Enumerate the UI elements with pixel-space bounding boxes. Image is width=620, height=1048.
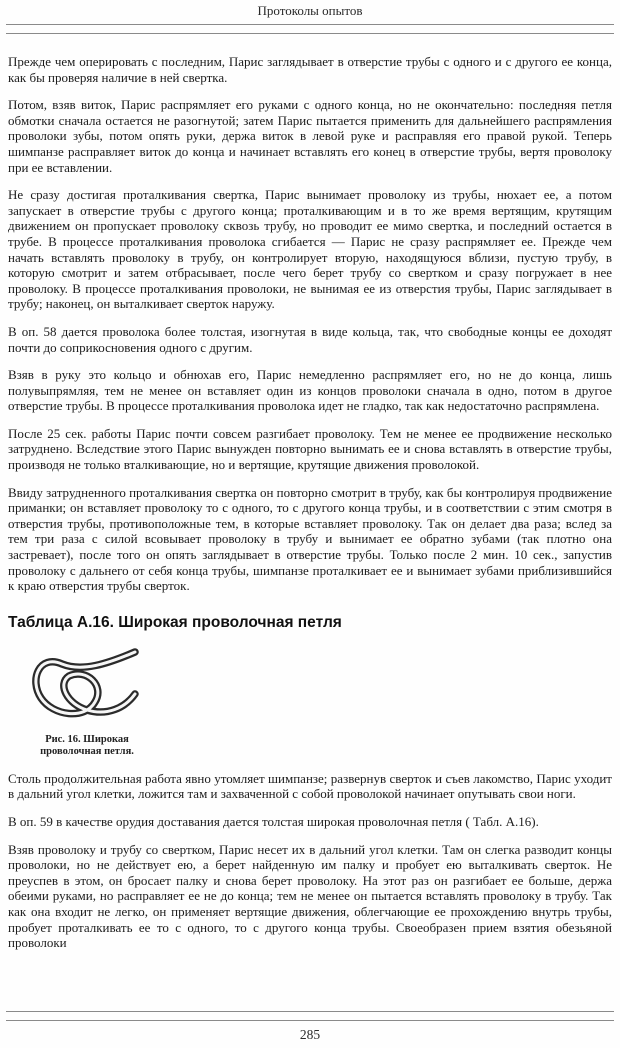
wire-loop-figure xyxy=(27,642,147,730)
paragraph: Не сразу достигая проталкивания свертка, Парис вынимает проволоку из трубы, нюхает ее, а потом запускает в отверстие трубы с другого конца; проталкивающим и в то же время вертящим, крутящим движением он пропускает проволоку сквозь трубу, но проводит ее мимо свертка, и последний остается в трубе. В процессе проталкивания проволока сгибается — Парис не сразу распрямляет ее. Прежде чем начать вставлять проволоку в трубу, он контролирует вторую, находящуюся вблизи, пустую трубу, в которую смотрит и затем отбрасывает, после чего берет трубу со свертком и сразу погружает в нее проволоку. В процессе проталкивания проволоки, не вынимая ее из отверстия трубы, Парис заглядывает в трубу; наконец, он выталкивает сверток наружу. xyxy=(8,187,612,312)
page-number: 285 xyxy=(299,1027,321,1042)
paragraph: Прежде чем оперировать с последним, Парис заглядывает в отверстие трубы с одного и с другого ее конца, как бы проверяя наличие в ней свертка. xyxy=(8,54,612,85)
paragraph: В оп. 58 дается проволока более толстая, изогнутая в виде кольца, так, что свободные концы ее доходят почти до соприкосновения одного с другим. xyxy=(8,323,612,355)
figure-caption-line2: проволочная петля. xyxy=(40,746,134,758)
figure-caption xyxy=(12,734,162,759)
paragraph: Взяв проволоку и трубу со свертком, Парис несет их в дальний угол клетки. Там он слегка разводит концы проволоки, но не действует ею, а берет найденную им палку и пробует ею выталкивать сверток. Не преуспев в этом, он бросает палку и снова берет проволоку. На этот раз он разгибает ее больше, держа обеими руками, но расправляет ее не до конца; тем не менее он пытается вставлять проволоку в трубу. Так как она входит не легко, он применяет вертящие движения, облегчающие ее прохождению внутрь трубы, пробует проталкивать ее то с одного, то с другого конца трубы. Своеобразен прием взятия обезьяной проволоки xyxy=(8,841,612,951)
running-head: Протоколы опытов xyxy=(257,3,363,18)
paragraph: Взяв в руку это кольцо и обнюхав его, Парис немедленно распрямляет его, но не до конца, лишь полувыпрямляя, тем не менее он вставляет один из концов проволоки сначала в одно, потом в другое отверстие трубы. В процессе проталкивания проволока идет не гладко, так как недостаточно распрямлена. xyxy=(8,367,612,414)
page-body xyxy=(0,54,620,951)
footer-rule-top xyxy=(6,1011,614,1012)
figure-caption-line1: Рис. 16. Широкая xyxy=(45,733,129,745)
header-rule-bottom xyxy=(6,33,614,34)
paragraph: После 25 сек. работы Парис почти совсем разгибает проволоку. Тем не менее ее продвижение несколько затруднено. Вследствие этого Парис вынужден повторно вынимать ее и снова вставлять в отверстие трубы, производя не только вталкивающие, но и вертящие, крутящие движения проволокой. xyxy=(8,425,612,473)
paragraph: Ввиду затрудненного проталкивания свертка он повторно смотрит в трубу, как бы контролируя продвижение приманки; он вставляет проволоку то с одного, то с другого конца трубы, и в соответствии с этим смотря в отверстия трубы, противоположные тем, в которые вставляет проволоку. Так он делает два раза; вслед за тем три раза с силой всовывает проволоку в трубу и вынимает ее обратно зубами (так плотно она застревает), после того он опять заглядывает в отверстие трубы. Только после 2 мин. 10 сек., запустив проволоку с дальнего от себя конца трубы, шимпанзе проталкивает ее и вынимает зубами приблизившийся к краю отверстия трубы сверток. xyxy=(8,484,612,594)
header-rule-top xyxy=(6,24,614,25)
page-footer xyxy=(0,1011,620,1048)
figure-block xyxy=(12,642,162,759)
paragraph: Столь продолжительная работа явно утомляет шимпанзе; развернув сверток и съев лакомство, Парис уходит в дальний угол клетки, ложится там и захваченной с собой проволокой начинает опутывать свои ноги. xyxy=(8,770,612,802)
paragraph: Потом, взяв виток, Парис распрямляет его руками с одного конца, но не окончательно: последняя петля обмотки сначала остается не разогнутой; затем Парис пытается применить для дальнейшего распрямления проволоки зубы, потом опять руки, держа виток в левой руке и расправляя его правой рукой. Теперь шимпанзе расправляет виток до конца и начинает вставлять его конец в отверстие трубы, вертя проволоку при ее вставлении. xyxy=(8,97,612,175)
footer-rule-bottom xyxy=(6,1020,614,1021)
page-header xyxy=(0,0,620,19)
paragraph: В оп. 59 в качестве орудия доставания дается толстая широкая проволочная петля ( Табл. А.16). xyxy=(8,814,539,829)
section-heading: Таблица А.16. Широкая проволочная петля xyxy=(8,613,342,631)
